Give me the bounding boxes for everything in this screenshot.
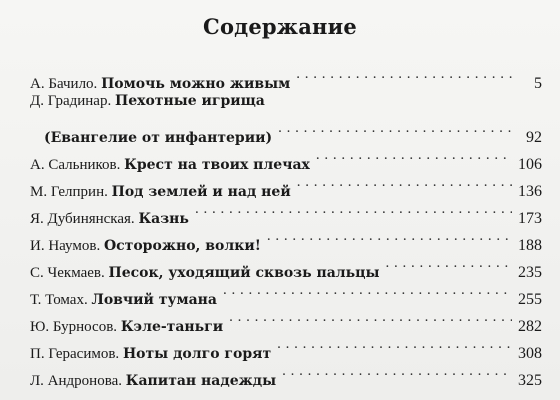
entry-title: Песок, уходящий сквозь пальцы: [108, 265, 380, 281]
toc-entry: [30, 196, 542, 227]
entry-author: П. Герасимов.: [30, 346, 120, 362]
entry-author: Я. Дубинянская.: [30, 211, 135, 227]
toc-entry: [30, 61, 542, 92]
entry-author: Д. Градинар.: [30, 93, 112, 109]
entry-page-number: 92: [526, 129, 542, 146]
dot-leader: [195, 196, 512, 223]
entry-title: Ловчий тумана: [91, 292, 217, 308]
entry-page-number: 255: [518, 291, 542, 308]
entry-title: Казнь: [138, 211, 189, 227]
entry-title: Капитан надежды: [125, 373, 277, 389]
entry-title: Крест на твоих плечах: [124, 157, 310, 173]
dot-leader: [386, 250, 512, 277]
toc-entry: [30, 169, 542, 200]
entry-title: Помочь можно живым: [101, 76, 291, 92]
entry-author: Т. Томах.: [30, 292, 88, 308]
entry-title: Кэле-таньги: [120, 319, 224, 335]
toc-entry: [30, 304, 542, 335]
entry-author: А. Сальников.: [30, 157, 121, 173]
toc-entry: [30, 277, 542, 308]
toc-entry: [30, 142, 542, 173]
page-title: Содержание: [203, 14, 357, 39]
entry-page-number: 282: [518, 318, 542, 335]
entry-page-number: 106: [518, 156, 542, 173]
entry-title: Ноты долго горят: [122, 346, 272, 362]
entry-author: С. Чекмаев.: [30, 265, 105, 281]
toc-entry: [30, 331, 542, 362]
dot-leader: [229, 304, 512, 331]
entry-title: Осторожно, волки!: [103, 238, 261, 254]
entry-page-number: 325: [518, 372, 542, 389]
entry-author: А. Бачило.: [30, 76, 98, 92]
entry-page-number: 173: [518, 210, 542, 227]
toc-entry: [30, 223, 542, 254]
dot-leader: [316, 142, 512, 169]
dot-leader: [267, 223, 512, 250]
entry-author: М. Гелприн.: [30, 184, 108, 200]
entry-author: Л. Андронова.: [30, 373, 122, 389]
entry-page-number: 235: [518, 264, 542, 281]
table-of-contents: [30, 61, 542, 389]
entry-page-number: 188: [518, 237, 542, 254]
entry-author: Ю. Бурносов.: [30, 319, 118, 335]
dot-leader: [297, 169, 512, 196]
toc-entry: [30, 358, 542, 389]
entry-title: Пехотные игрища: [114, 93, 265, 109]
dot-leader: [278, 115, 512, 142]
toc-entry: [30, 250, 542, 281]
entry-page-number: 308: [518, 345, 542, 362]
dot-leader: [296, 61, 512, 88]
entry-page-number: 5: [534, 75, 542, 92]
entry-title: Под землей и над ней: [111, 184, 291, 200]
toc-entry: [30, 88, 542, 146]
dot-leader: [282, 358, 512, 385]
entry-page-number: 136: [518, 183, 542, 200]
dot-leader: [223, 277, 512, 304]
entry-title-line2: (Евангелие от инфантерии): [44, 130, 273, 146]
entry-author: И. Наумов.: [30, 238, 101, 254]
dot-leader: [277, 331, 512, 358]
